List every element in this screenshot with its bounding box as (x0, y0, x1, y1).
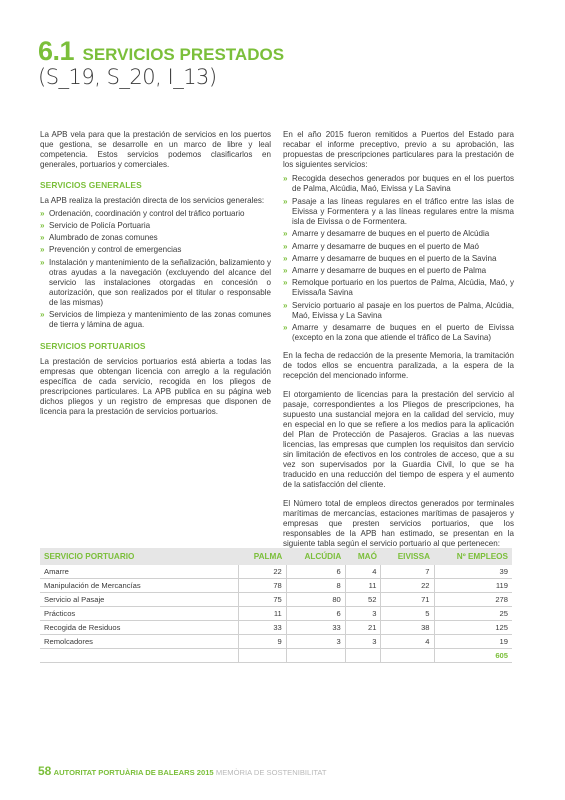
list-item: » Pasaje a las líneas regulares en el tráfico entre las islas de Eivissa y Formentera y a las líneas regulares entre la misma isla de Eivissa o de Formentera. (283, 197, 514, 227)
table-cell: 21 (345, 621, 381, 635)
table-header-row (40, 548, 512, 565)
table-cell: 7 (381, 565, 434, 579)
list-item: » Servicio de Policía Portuaria (40, 221, 271, 231)
table-cell: 39 (434, 565, 512, 579)
list-item: » Prevención y control de emergencias (40, 245, 271, 255)
table-cell: Manipulación de Mercancías (40, 579, 238, 593)
column-header: ALCÚDIA (286, 548, 345, 565)
table-cell: 75 (238, 593, 286, 607)
table-cell (381, 649, 434, 663)
table-row (40, 635, 512, 649)
port-services-paragraph: La prestación de servicios portuarios está abierta a todas las empresas que obtengan licencia con arreglo a la regulación específica de cada servicio, recogida en los pliegos de prescripciones particulares. La APB publica en su página web dichos pliegos y un registro de empresas que disponen de licencia para la prestación de servicios portuarios. (40, 356, 271, 417)
page-title-block (38, 36, 284, 89)
column-header: MAÓ (345, 548, 381, 565)
right-intro-paragraph: En el año 2015 fueron remitidos a Puertos del Estado para recabar el informe preceptivo, previo a su aprobación, las propuestas de prescripciones particulares para la prestación de los siguientes servicios: (283, 130, 514, 170)
table-cell: 4 (381, 635, 434, 649)
list-item: » Alumbrado de zonas comunes (40, 233, 271, 243)
table-total-row (40, 649, 512, 663)
total-employment-value: 605 (434, 649, 512, 663)
table-cell: 52 (345, 593, 381, 607)
table-cell: 11 (345, 579, 381, 593)
table-cell: 78 (238, 579, 286, 593)
table-row (40, 593, 512, 607)
page-number: 58 (38, 764, 52, 778)
table-cell: 6 (286, 607, 345, 621)
list-item: » Servicios de limpieza y mantenimiento de las zonas comunes de tierra y lámina de agua. (40, 310, 271, 330)
general-services-heading: SERVICIOS GENERALES (40, 180, 142, 191)
page-footer (38, 764, 327, 778)
table-cell: 6 (286, 565, 345, 579)
table-cell: 8 (286, 579, 345, 593)
table-row (40, 579, 512, 593)
table-cell: 5 (381, 607, 434, 621)
list-item: » Servicio portuario al pasaje en los puertos de Palma, Alcúdia, Maó, Eivissa y La Savina (283, 301, 514, 321)
table-cell: Recogida de Residuos (40, 621, 238, 635)
paragraph-licences: El otorgamiento de licencias para la prestación del servicio al pasaje, correspondientes a los Pliegos de prescripciones, ha supuesto una sustancial mejora en la calidad del servicio, muy en especial en lo que se refiere a los medios para la aplicación del Plan de Protección de Pasajeros. Gracias a las nuevas licencias, las empresas que cumplen los requisitos dan servicio sin limitación de efectivos en los controles de acceso, que a su vez son supervisados por la Guardia Civil, lo que se ha traducido en una reducción del tiempo de espera y el aumento de la satisfacción del cliente. (283, 389, 514, 490)
table-cell: 278 (434, 593, 512, 607)
table-cell (286, 649, 345, 663)
table-row (40, 607, 512, 621)
table-cell: 33 (286, 621, 345, 635)
table-cell: Remolcadores (40, 635, 238, 649)
section-subtitle: (S_19, S_20, I_13) (38, 65, 217, 89)
list-item: » Instalación y mantenimiento de la señalización, balizamiento y otras ayudas a la navegación (excluyendo del alcance del servicio las instalaciones otorgadas en concesión o autorización, que son realizados por el titular o responsable de las mismas) (40, 258, 271, 308)
general-services-intro: La APB realiza la prestación directa de los servicios generales: (40, 196, 265, 206)
right-column (283, 130, 514, 557)
table-cell: Servicio al Pasaje (40, 593, 238, 607)
table-cell: 38 (381, 621, 434, 635)
list-item: » Amarre y desamarre de buques en el puerto de Alcúdia (283, 229, 514, 239)
table-cell (345, 649, 381, 663)
table-cell: 3 (286, 635, 345, 649)
table-cell: 11 (238, 607, 286, 621)
table-cell: Prácticos (40, 607, 238, 621)
footer-report-title: MEMÒRIA DE SOSTENIBILITAT (215, 768, 327, 777)
table-cell: 4 (345, 565, 381, 579)
table-row (40, 565, 512, 579)
table-cell (238, 649, 286, 663)
table-cell: 3 (345, 607, 381, 621)
column-header: EIVISSA (381, 548, 434, 565)
paragraph-status: En la fecha de redacción de la presente Memoria, la tramitación de todos ellos se encuentra paralizada, a la espera de la recepción del mencionado informe. (283, 351, 514, 381)
section-number: 6.1 (38, 36, 75, 66)
table-row (40, 621, 512, 635)
list-item: » Amarre y desamarre de buques en el puerto de Eivissa (excepto en la zona que atiende el tráfico de La Savina) (283, 323, 514, 343)
employment-table (40, 548, 512, 663)
table-cell: 3 (345, 635, 381, 649)
table-cell: 9 (238, 635, 286, 649)
list-item: » Recogida desechos generados por buques en el los puertos de Palma, Alcúdia, Maó, Eivissa y La Savina (283, 174, 514, 194)
table-cell: Amarre (40, 565, 238, 579)
list-item: » Ordenación, coordinación y control del tráfico portuario (40, 209, 271, 219)
table-cell: 80 (286, 593, 345, 607)
list-item: » Amarre y desamarre de buques en el puerto de la Savina (283, 254, 514, 264)
table-cell: 25 (434, 607, 512, 621)
table-cell: 125 (434, 621, 512, 635)
table-cell: 71 (381, 593, 434, 607)
table-cell: 119 (434, 579, 512, 593)
table-cell: 33 (238, 621, 286, 635)
general-services-list (40, 209, 271, 331)
table-cell (40, 649, 238, 663)
footer-organization: AUTORITAT PORTUÀRIA DE BALEARS 2015 (53, 768, 214, 777)
pliegos-list (283, 174, 514, 343)
section-title: SERVICIOS PRESTADOS (82, 45, 285, 64)
column-header: SERVICIO PORTUARIO (40, 548, 238, 565)
intro-paragraph: La APB vela para que la prestación de servicios en los puertos que gestiona, se desarrolle en un marco de libre y leal competencia. Estos servicios podemos clasificarlos en generales, portuarios y comerciales. (40, 130, 271, 170)
column-header: Nº EMPLEOS (434, 548, 512, 565)
table-cell: 22 (238, 565, 286, 579)
list-item: » Amarre y desamarre de buques en el puerto de Palma (283, 266, 514, 276)
port-services-heading: SERVICIOS PORTUARIOS (40, 340, 146, 351)
table-cell: 19 (434, 635, 512, 649)
table-cell: 22 (381, 579, 434, 593)
list-item: » Amarre y desamarre de buques en el puerto de Maó (283, 242, 514, 252)
list-item: » Remolque portuario en los puertos de Palma, Alcúdia, Maó, y Eivissa/la Savina (283, 278, 514, 298)
column-header: PALMA (238, 548, 286, 565)
left-column (40, 130, 271, 425)
paragraph-employment: El Número total de empleos directos generados por terminales marítimas de mercancías, estaciones marítimas de pasajeros y empresas que presten servicios portuarios, que los responsables de la APB han estimado, se presentan en la siguiente tabla según el servicio portuario al que pertenecen: (283, 498, 514, 548)
